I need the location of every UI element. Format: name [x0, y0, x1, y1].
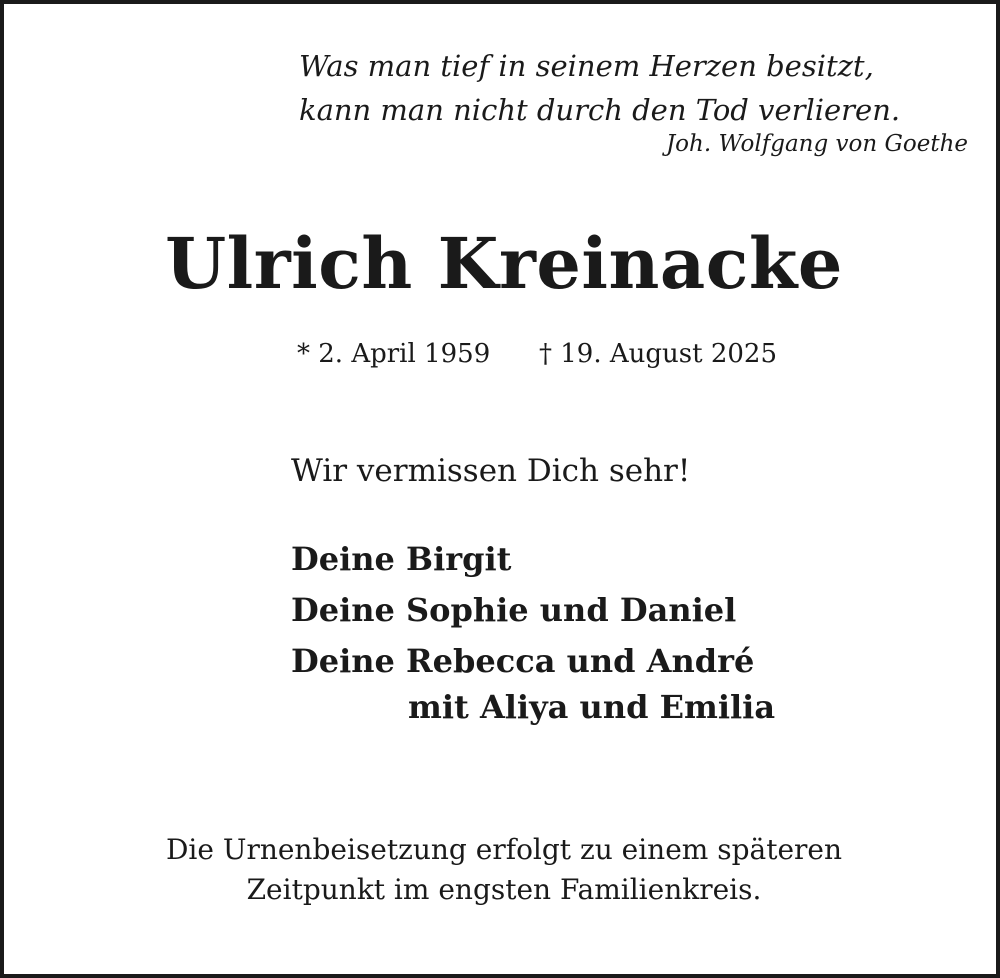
signer-line: Deine Sophie und Daniel — [291, 591, 737, 629]
death-date: † 19. August 2025 — [539, 339, 778, 369]
notice-line: Zeitpunkt im engsten Familienkreis. — [246, 873, 762, 906]
signer-line: Deine Birgit — [291, 540, 512, 578]
signer-line: Deine Rebecca und André — [291, 642, 755, 680]
quote-line: Was man tief in seinem Herzen besitzt, — [299, 49, 874, 83]
signers — [291, 534, 775, 727]
burial-notice — [4, 830, 1000, 910]
deceased-name: Ulrich Kreinacke — [165, 222, 843, 305]
birth-date: * 2. April 1959 — [297, 339, 491, 369]
quote-line: kann man nicht durch den Tod verlieren. — [299, 93, 901, 127]
signer-continuation: mit Aliya und Emilia — [408, 688, 776, 726]
quote-author: Joh. Wolfgang von Goethe — [665, 131, 968, 157]
notice-line: Die Urnenbeisetzung erfolgt zu einem späteren — [165, 833, 843, 866]
message: Wir vermissen Dich sehr! — [291, 453, 691, 489]
quote — [299, 44, 900, 132]
